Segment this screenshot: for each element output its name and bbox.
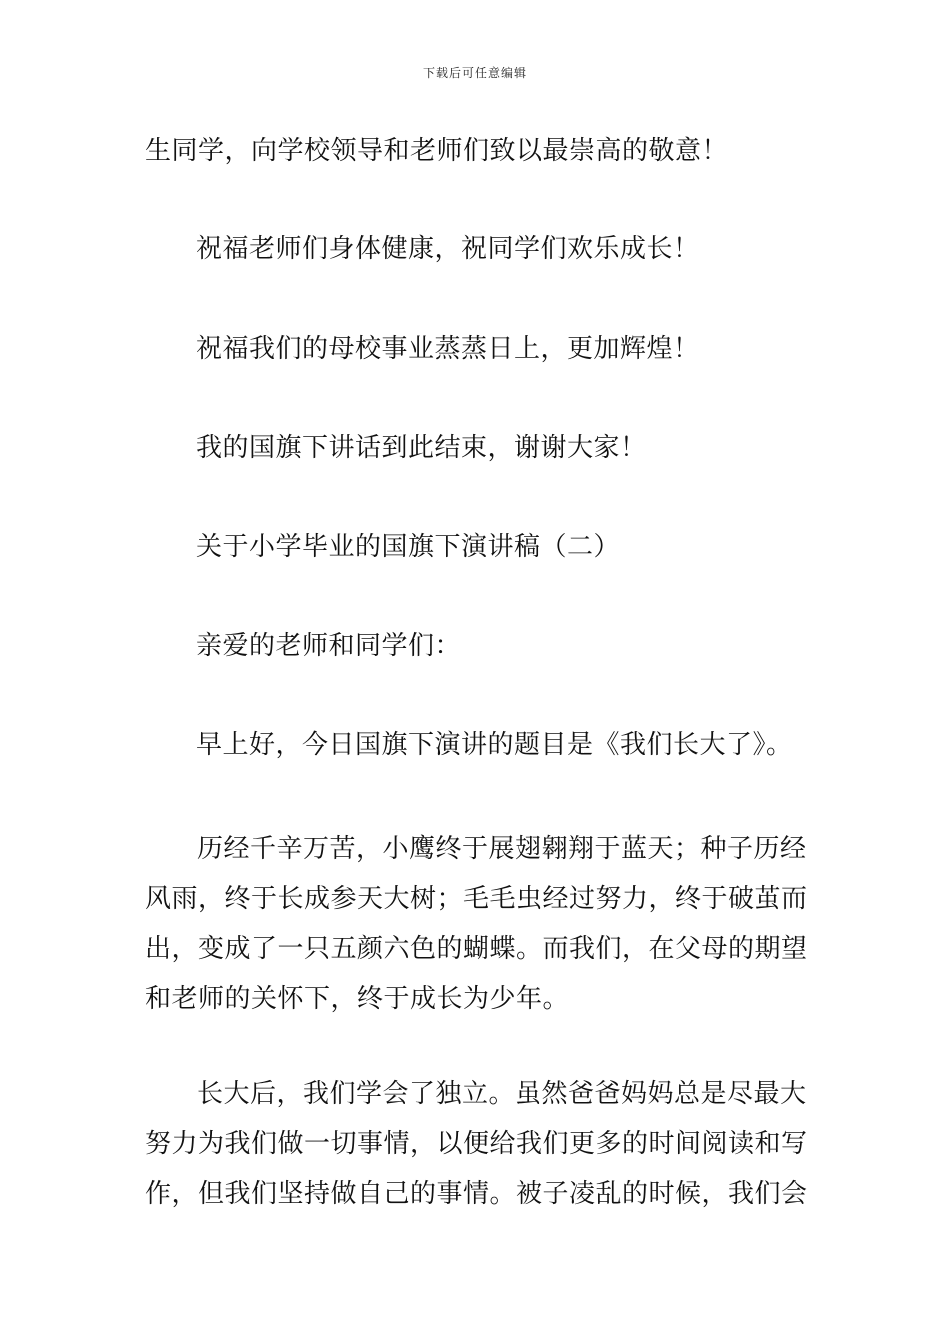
text-line: 早上好，今日国旗下演讲的题目是《我们长大了》。: [196, 730, 793, 760]
text-line: 我的国旗下讲话到此结束，谢谢大家！: [196, 433, 647, 463]
text-line: 祝福老师们身体健康，祝同学们欢乐成长！: [196, 234, 700, 264]
greeting-line: 亲爱的老师和同学们：: [196, 631, 462, 661]
text-line: 生同学，向学校领导和老师们致以最崇高的敬意！: [145, 136, 729, 166]
paragraph: 长大后，我们学会了独立。虽然爸爸妈妈总是尽最大努力为我们做一切事情，以便给我们更多的时间阅读和写作，但我们坚持做自己的事情。被子凌乱的时候，我们会: [145, 1079, 808, 1209]
page-header: 下载后可任意编辑: [422, 66, 527, 80]
section-title: 关于小学毕业的国旗下演讲稿（二）: [196, 532, 621, 562]
text-line: 祝福我们的母校事业蒸蒸日上，更加辉煌！: [196, 334, 700, 364]
paragraph: 历经千辛万苦，小鹰终于展翅翱翔于蓝天；种子历经风雨，终于长成参天大树；毛毛虫经过努力，终于破茧而出，变成了一只五颜六色的蝴蝶。而我们，在父母的期望和老师的关怀下，终于成长为少年。: [145, 834, 808, 1014]
